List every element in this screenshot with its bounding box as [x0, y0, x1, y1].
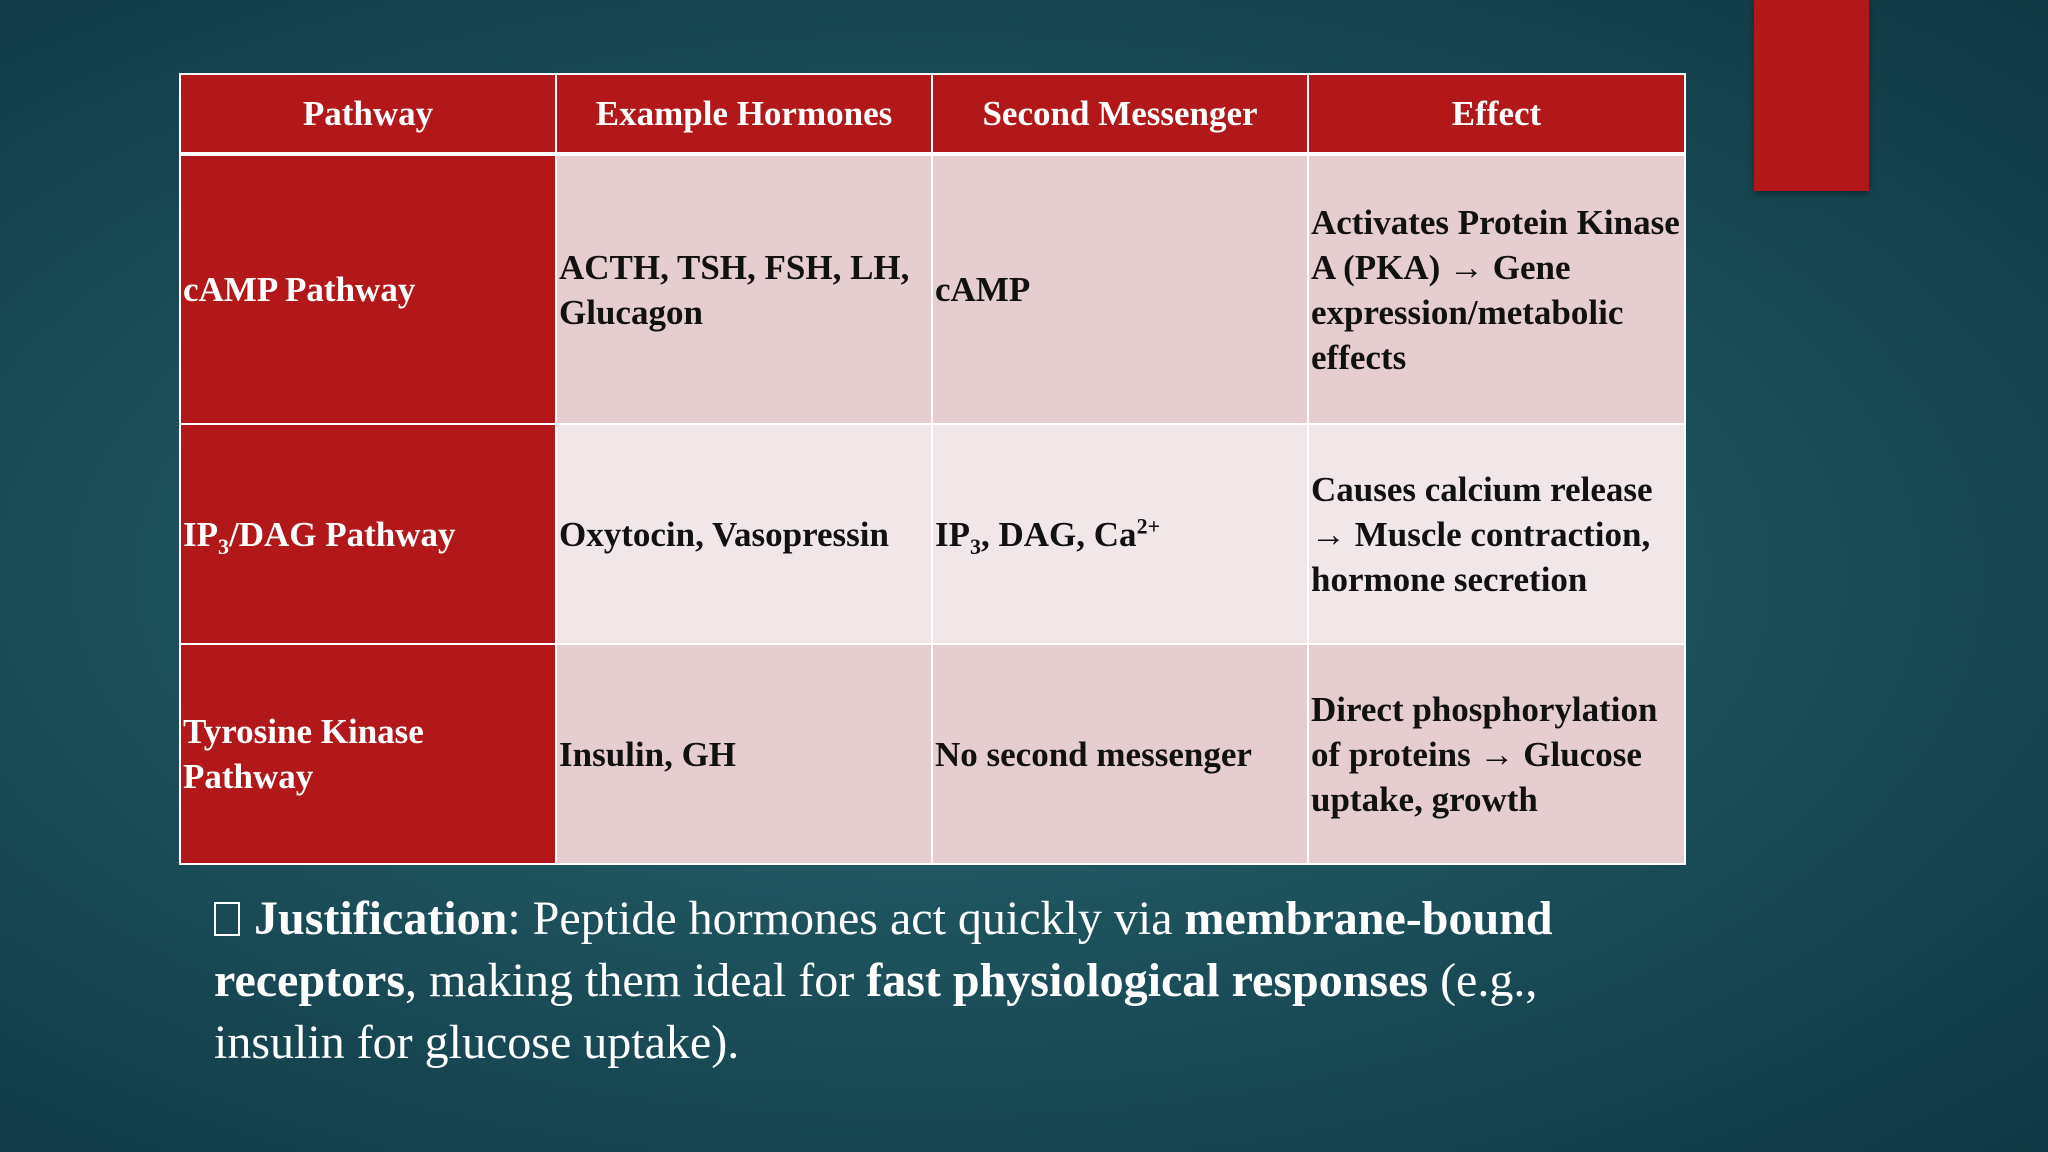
messenger-text: IP [935, 514, 970, 554]
pathway-text: /DAG Pathway [229, 514, 456, 554]
justification-text: (e.g., insulin for glucose uptake). [214, 954, 1538, 1069]
messenger-text: , DAG, Ca [981, 514, 1137, 554]
header-pathway: Pathway [180, 74, 556, 154]
empty-box-icon [214, 902, 240, 936]
table-row [180, 154, 1685, 424]
messenger-cell [932, 424, 1308, 644]
hormones-cell: Oxytocin, Vasopressin [556, 424, 932, 644]
pathway-text: IP [183, 514, 218, 554]
table-row [180, 644, 1685, 864]
justification-text: : Peptide hormones act quickly via [507, 892, 1185, 945]
justification-paragraph [214, 888, 1674, 1074]
messenger-cell: No second messenger [932, 644, 1308, 864]
pathway-cell: Tyrosine Kinase Pathway [180, 644, 556, 864]
superscript: 2+ [1136, 512, 1161, 538]
effect-cell: Activates Protein Kinase A (PKA) → Gene expression/metabolic effects [1308, 154, 1685, 424]
effect-cell: Causes calcium release → Muscle contraction, hormone secretion [1308, 424, 1685, 644]
pathway-cell [180, 424, 556, 644]
header-effect: Effect [1308, 74, 1685, 154]
messenger-cell: cAMP [932, 154, 1308, 424]
effect-cell: Direct phosphorylation of proteins → Glucose uptake, growth [1308, 644, 1685, 864]
hormone-pathway-table [179, 73, 1686, 865]
hormones-cell: Insulin, GH [556, 644, 932, 864]
hormones-cell: ACTH, TSH, FSH, LH, Glucagon [556, 154, 932, 424]
pathway-cell: cAMP Pathway [180, 154, 556, 424]
table-header-row [180, 74, 1685, 154]
table-row [180, 424, 1685, 644]
justification-bold: fast physiological responses [866, 954, 1429, 1007]
justification-bold: membrane-bound receptors [214, 892, 1553, 1007]
justification-label: Justification [254, 892, 508, 945]
subscript: 3 [970, 533, 981, 559]
accent-bar [1754, 0, 1869, 191]
header-example-hormones: Example Hormones [556, 74, 932, 154]
justification-text: , making them ideal for [405, 954, 867, 1007]
header-second-messenger: Second Messenger [932, 74, 1308, 154]
subscript: 3 [218, 533, 229, 559]
